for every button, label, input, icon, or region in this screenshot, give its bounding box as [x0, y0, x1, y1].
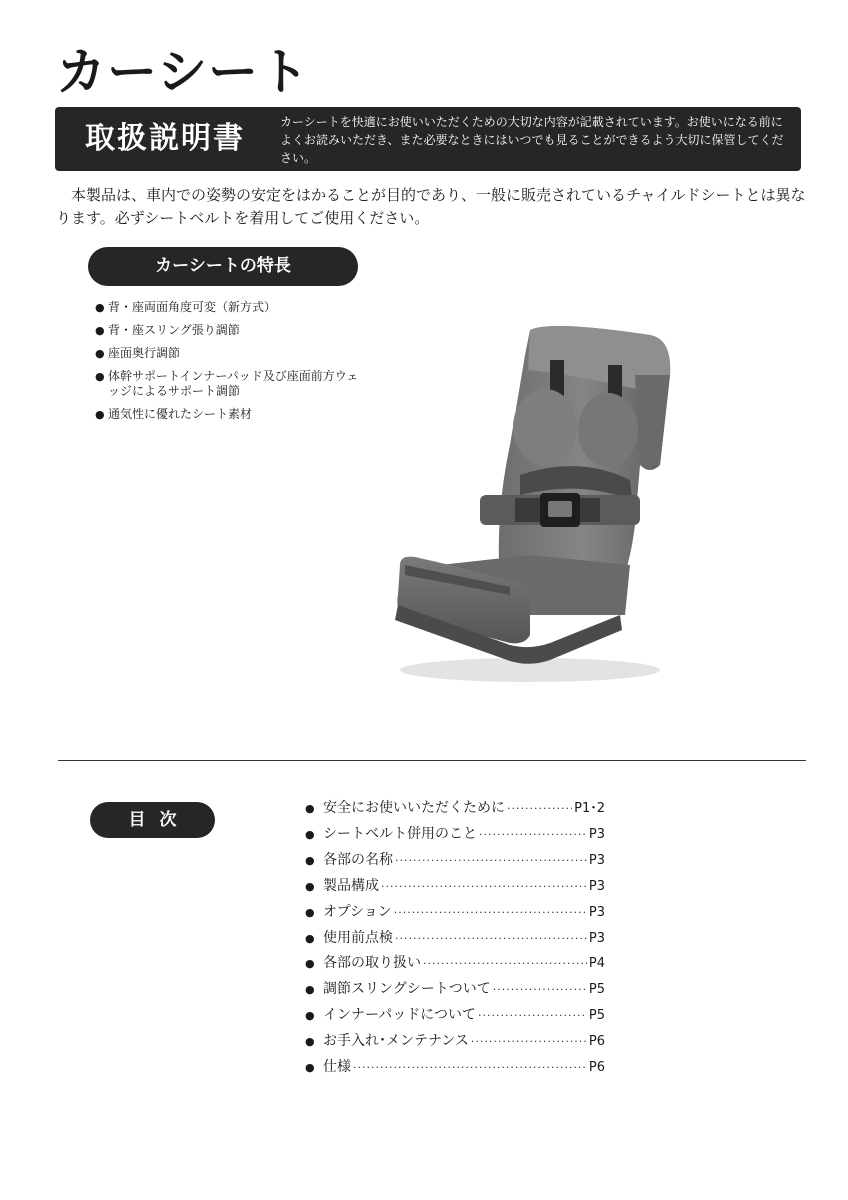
- intro-paragraph: 本製品は、車内での姿勢の安定をはかることが目的であり、一般に販売されているチャイルドシートとは異なります。必ずシートベルトを着用してご使用ください。: [56, 186, 806, 227]
- features-heading: カーシートの特長: [88, 247, 358, 286]
- toc-page: P5: [588, 1008, 605, 1024]
- feature-text: 背・座スリング張り調節: [108, 323, 240, 337]
- bullet-icon: ●: [305, 905, 315, 919]
- section-divider: [58, 760, 806, 761]
- toc-item[interactable]: [305, 1055, 605, 1081]
- toc-item[interactable]: [305, 848, 605, 874]
- table-of-contents: [305, 796, 605, 1081]
- toc-item[interactable]: [305, 900, 605, 926]
- feature-text: 通気性に優れたシート素材: [108, 407, 253, 421]
- toc-leader: [493, 978, 587, 1003]
- toc-page: P3: [588, 878, 605, 894]
- toc-page: P6: [588, 1034, 605, 1050]
- toc-leader: [381, 875, 587, 900]
- manual-description: カーシートを快適にお使いいただくための大切な内容が記載されています。お使いになる前によくお読みいただき、また必要なときにはいつでも見ることができるよう大切に保管してください。: [280, 115, 784, 165]
- toc-leader: [395, 849, 587, 874]
- toc-leader: [478, 1004, 587, 1029]
- bullet-icon: ●: [305, 802, 315, 815]
- feature-text: 座面奥行調節: [108, 346, 181, 360]
- feature-item: [95, 407, 375, 422]
- toc-label: お手入れ･メンテナンス: [323, 1033, 469, 1050]
- bullet-icon: ●: [305, 1009, 315, 1023]
- bullet-icon: ●: [305, 957, 315, 971]
- toc-item[interactable]: [305, 1003, 605, 1029]
- feature-text: 背・座両面角度可変（新方式）: [108, 300, 277, 314]
- bullet-icon: ●: [305, 1035, 315, 1049]
- toc-leader: [394, 901, 587, 926]
- toc-item[interactable]: [305, 951, 605, 977]
- toc-label: 各部の名称: [323, 851, 393, 868]
- bullet-icon: ●: [305, 879, 315, 893]
- toc-page: P1･2: [574, 801, 605, 816]
- bullet-icon: ●: [95, 324, 105, 337]
- toc-leader: [471, 1030, 587, 1055]
- manual-title: 取扱説明書: [85, 121, 245, 156]
- toc-page: P3: [588, 930, 605, 946]
- bullet-icon: ●: [95, 347, 105, 360]
- toc-heading: 目次: [90, 802, 215, 838]
- toc-label: 仕様: [323, 1059, 351, 1076]
- toc-item[interactable]: [305, 926, 605, 952]
- toc-label: インナーパッドについて: [323, 1007, 477, 1024]
- bullet-icon: ●: [305, 1061, 315, 1075]
- features-list: [95, 300, 375, 430]
- manual-banner: [55, 107, 801, 171]
- toc-label: 各部の取り扱い: [323, 955, 421, 972]
- toc-item[interactable]: [305, 796, 605, 822]
- page-title: カーシート: [56, 43, 310, 101]
- toc-label: 製品構成: [323, 877, 379, 894]
- bullet-icon: ●: [305, 983, 315, 997]
- bullet-icon: ●: [305, 931, 315, 945]
- toc-page: P4: [588, 956, 605, 972]
- toc-item[interactable]: [305, 822, 605, 848]
- feature-item: [95, 323, 375, 338]
- toc-page: P5: [588, 982, 605, 998]
- toc-label: オプション: [323, 903, 392, 920]
- toc-page: P6: [588, 1060, 605, 1076]
- toc-page: P3: [588, 904, 605, 920]
- feature-item: [95, 369, 363, 399]
- feature-item: [95, 346, 375, 361]
- toc-label: シートベルト併用のこと: [323, 825, 477, 842]
- car-seat-photo: [380, 315, 680, 690]
- feature-item: [95, 300, 375, 315]
- toc-leader: [507, 797, 572, 822]
- feature-text: 体幹サポートインナーパッド及び座面前方ウェッジによるサポート調節: [108, 369, 359, 398]
- toc-page: P3: [588, 852, 605, 868]
- toc-leader: [353, 1056, 587, 1081]
- toc-label: 調節スリングシートついて: [323, 981, 491, 998]
- toc-item[interactable]: [305, 874, 605, 900]
- toc-leader: [423, 952, 587, 977]
- toc-item[interactable]: [305, 977, 605, 1003]
- bullet-icon: ●: [95, 370, 105, 383]
- toc-page: P3: [588, 826, 605, 842]
- bullet-icon: ●: [95, 301, 105, 314]
- toc-item[interactable]: [305, 1029, 605, 1055]
- bullet-icon: ●: [95, 408, 105, 421]
- bullet-icon: ●: [305, 827, 315, 841]
- bullet-icon: ●: [305, 853, 315, 867]
- toc-label: 安全にお使いいただくために: [323, 800, 505, 816]
- toc-leader: [479, 823, 587, 848]
- toc-leader: [395, 927, 587, 952]
- toc-label: 使用前点検: [323, 929, 393, 946]
